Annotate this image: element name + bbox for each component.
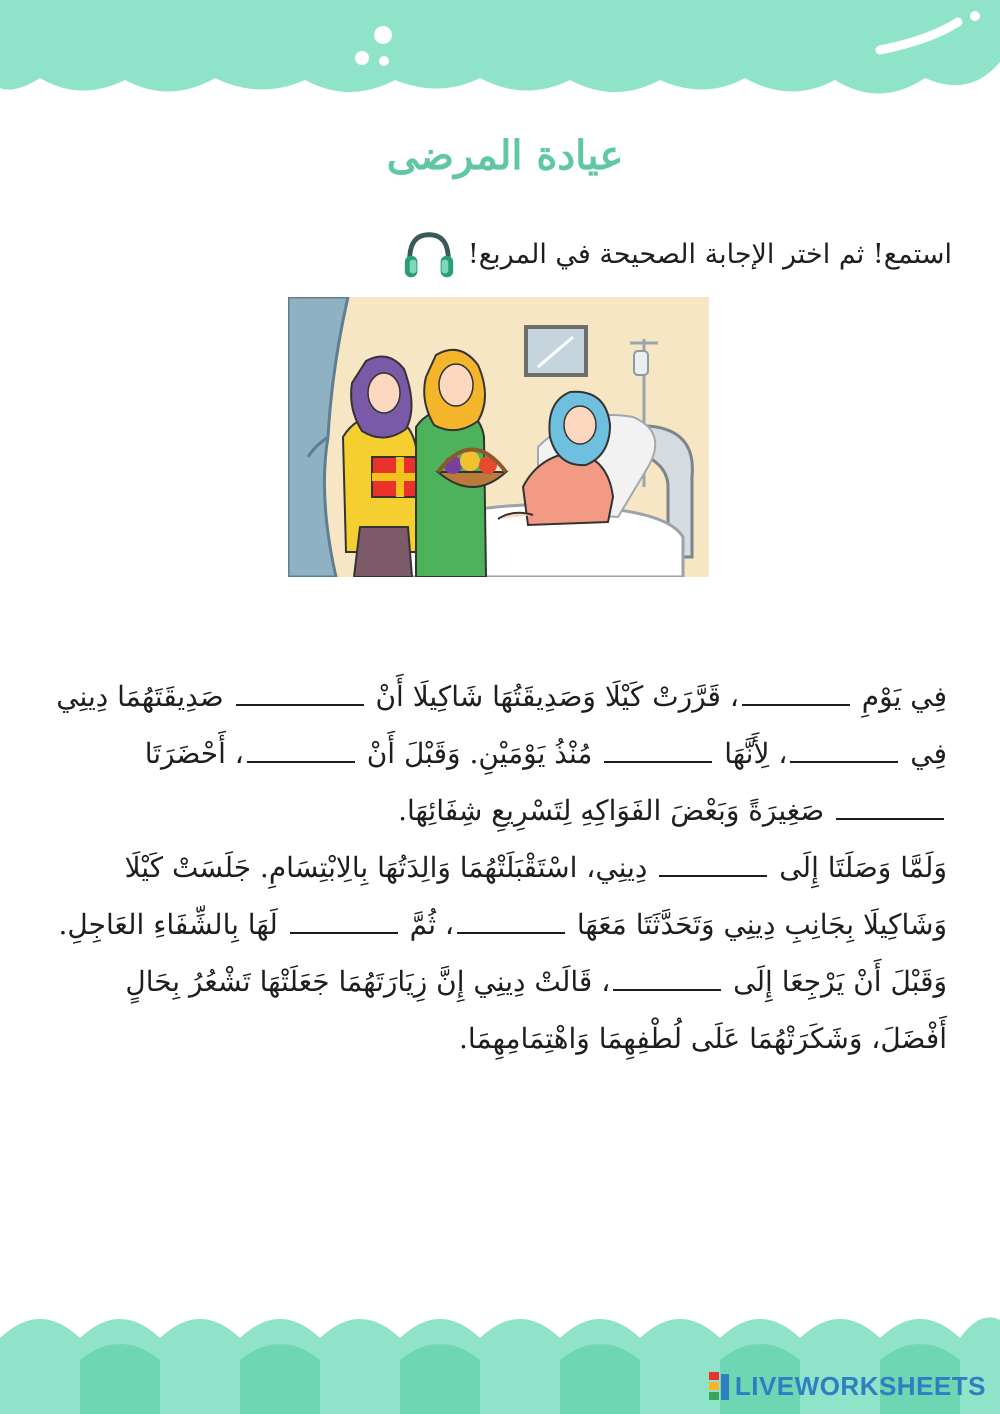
page-title: عيادة المرضى [386,132,624,179]
story-text-segment: ، أَحْضَرَتَا [144,737,244,770]
story-text-segment: جَلَسَتْ كَيْلَا وَشَاكِيلَا بِجَانِبِ دِينِي وَتَحَدَّثَتَا مَعَهَا [124,851,947,941]
headphones-icon[interactable] [400,225,458,283]
answer-blank-5[interactable] [247,739,355,763]
story-paragraph-3 [52,953,947,1067]
answer-blank-10[interactable] [613,967,721,991]
story-text [52,668,947,1067]
instruction-text: استمع! ثم اختر الإجابة الصحيحة في المربع! [467,238,952,270]
story-text-segment: دِينِي، اسْتَقْبَلَتْهُمَا وَالِدَتُهَا بِالِابْتِسَامِ. [259,851,648,884]
story-text-segment: صَدِيقَتَهُمَا دِينِي فِي [56,680,947,770]
answer-blank-2[interactable] [236,682,364,706]
answer-blank-6[interactable] [836,796,944,820]
liveworksheets-logo-icon [709,1372,731,1402]
story-paragraph-1 [52,668,947,839]
hospital-visit-illustration [288,297,709,577]
story-text-segment: ، ثُمَّ [409,908,454,941]
answer-blank-4[interactable] [604,739,712,763]
answer-blank-1[interactable] [742,682,850,706]
top-cloud-decoration [0,0,1000,110]
story-text-segment: ، لِأَنَّهَا [724,737,788,770]
liveworksheets-brand[interactable] [709,1371,986,1402]
story-text-segment: صَغِيرَةً وَبَعْضَ الفَوَاكِهِ لِتَسْرِيعِ شِفَائِهَا. [398,794,825,827]
answer-blank-3[interactable] [790,739,898,763]
answer-blank-8[interactable] [457,910,565,934]
story-text-segment: فِي يَوْمِ [861,680,947,713]
answer-blank-7[interactable] [659,853,767,877]
story-text-segment: مُنْذُ يَوْمَيْنِ. وَقَبْلَ أَنْ [366,737,593,770]
story-text-segment: لَهَا بِالشِّفَاءِ العَاجِلِ. [58,908,278,941]
story-text-segment: وَلَمَّا وَصَلَتَا إِلَى [779,851,947,884]
story-paragraph-2 [52,839,947,953]
story-text-segment: ، قَرَّرَتْ كَيْلَا وَصَدِيقَتُهَا شَاكِيلَا أَنْ [375,680,739,713]
brand-text: LIVEWORKSHEETS [734,1371,986,1401]
answer-blank-9[interactable] [290,910,398,934]
instruction-row [400,224,952,284]
story-text-segment: ، قَالَتْ دِينِي إِنَّ زِيَارَتَهُمَا جَعَلَتْهَا تَشْعُرُ بِحَالٍ أَفْضَلَ، وَشَكَرَتْهُمَا عَلَى لُطْفِهِمَا وَاهْتِمَامِهِمَا. [125,965,947,1055]
story-text-segment: وَقَبْلَ أَنْ يَرْجِعَا إِلَى [733,965,947,998]
